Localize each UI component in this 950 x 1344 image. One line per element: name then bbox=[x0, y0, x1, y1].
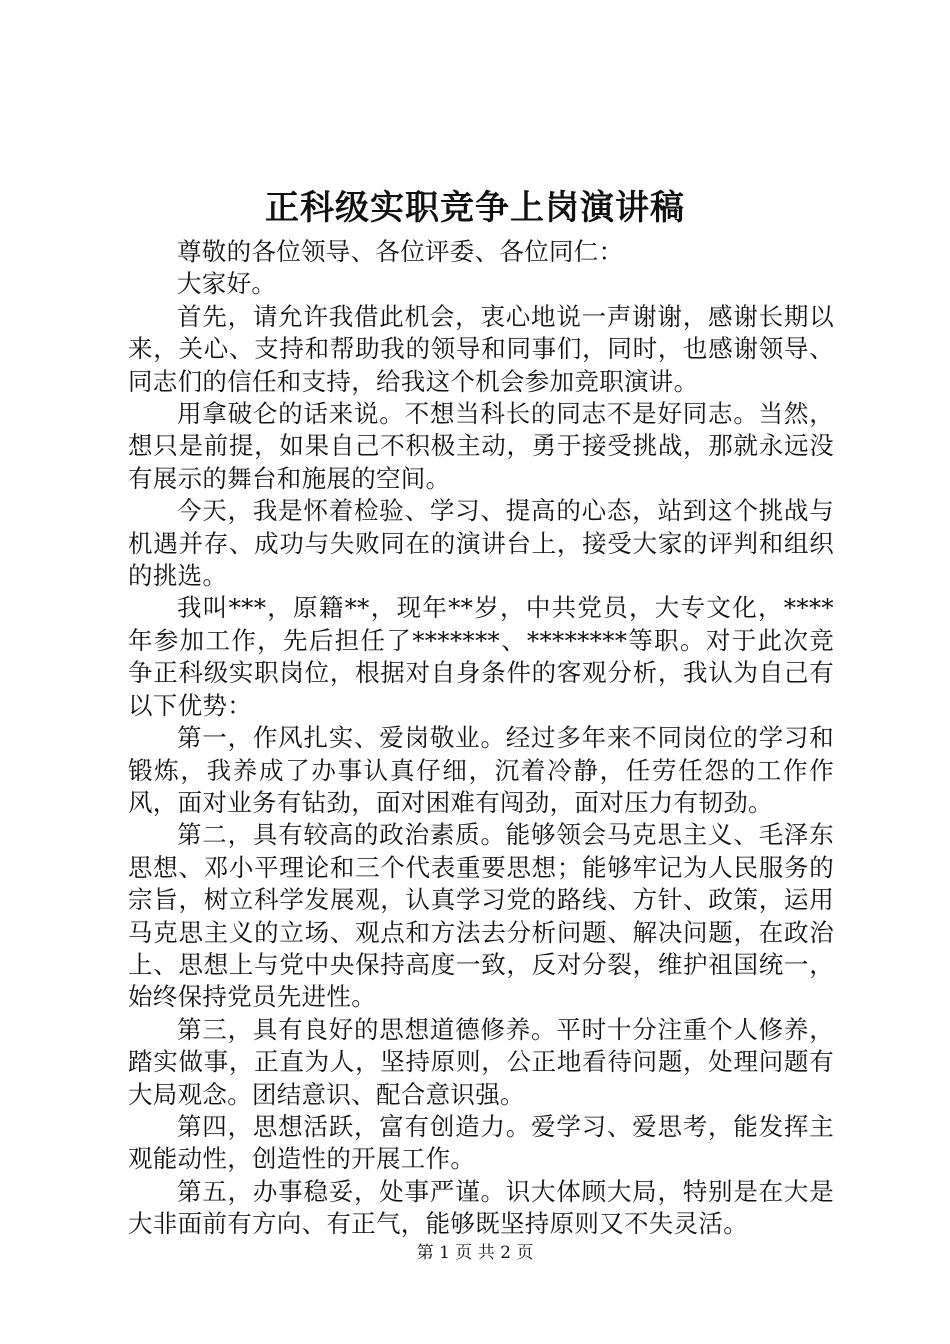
paragraph-thanks: 首先，请允许我借此机会，衷心地说一声谢谢，感谢长期以来，关心、支持和帮助我的领导和同事们，同时，也感谢领导、同志们的信任和支持，给我这个机会参加竞职演讲。 bbox=[128, 301, 834, 396]
paragraph-advantage-4: 第四，思想活跃，富有创造力。爱学习、爱思考，能发挥主观能动性，创造性的开展工作。 bbox=[128, 1111, 834, 1174]
paragraph-advantage-5: 第五，办事稳妥，处事严谨。识大体顾大局，特别是在大是大非面前有方向、有正气，能够既坚持原则又不失灵活。 bbox=[128, 1176, 834, 1239]
document-body bbox=[128, 236, 834, 1241]
paragraph-napoleon-quote: 用拿破仑的话来说。不想当科长的同志不是好同志。当然，想只是前提，如果自己不积极主动，勇于接受挑战，那就永远没有展示的舞台和施展的空间。 bbox=[128, 399, 834, 493]
paragraph-greeting: 大家好。 bbox=[177, 269, 277, 299]
paragraph-advantage-1: 第一，作风扎实、爱岗敬业。经过多年来不同岗位的学习和锻炼，我养成了办事认真仔细，沉着冷静，任劳任怨的工作作风，面对业务有钻劲，面对困难有闯劲，面对压力有韧劲。 bbox=[128, 723, 834, 817]
paragraph-self-intro: 我叫***，原籍**，现年**岁，中共党员，大专文化，****年参加工作，先后担任了*******、********等职。对于此次竞争正科级实职岗位，根据对自身条件的客观分析，我认为自己有以下优势： bbox=[128, 593, 834, 720]
paragraph-salutation: 尊敬的各位领导、各位评委、各位同仁： bbox=[177, 237, 624, 266]
paragraph-advantage-3: 第三，具有良好的思想道德修养。平时十分注重个人修养，踏实做事，正直为人，坚持原则，公正地看待问题，处理问题有大局观念。团结意识、配合意识强。 bbox=[128, 1014, 834, 1109]
paragraph-advantage-2: 第二，具有较高的政治素质。能够领会马克思主义、毛泽东思想、邓小平理论和三个代表重要思想；能够牢记为人民服务的宗旨，树立科学发展观，认真学习党的路线、方针、政策，运用马克思主义的立场、观点和方法去分析问题、解决问题，在政治上、思想上与党中央保持高度一致，反对分裂，维护祖国统一，始终保持党员先进性。 bbox=[128, 820, 834, 1012]
document-title: 正科级实职竞争上岗演讲稿 bbox=[265, 188, 685, 228]
paragraph-attitude: 今天，我是怀着检验、学习、提高的心态，站到这个挑战与机遇并存、成功与失败同在的演讲台上，接受大家的评判和组织的挑选。 bbox=[128, 496, 834, 591]
page-number-footer: 第 1 页 共 2 页 bbox=[416, 1243, 534, 1263]
